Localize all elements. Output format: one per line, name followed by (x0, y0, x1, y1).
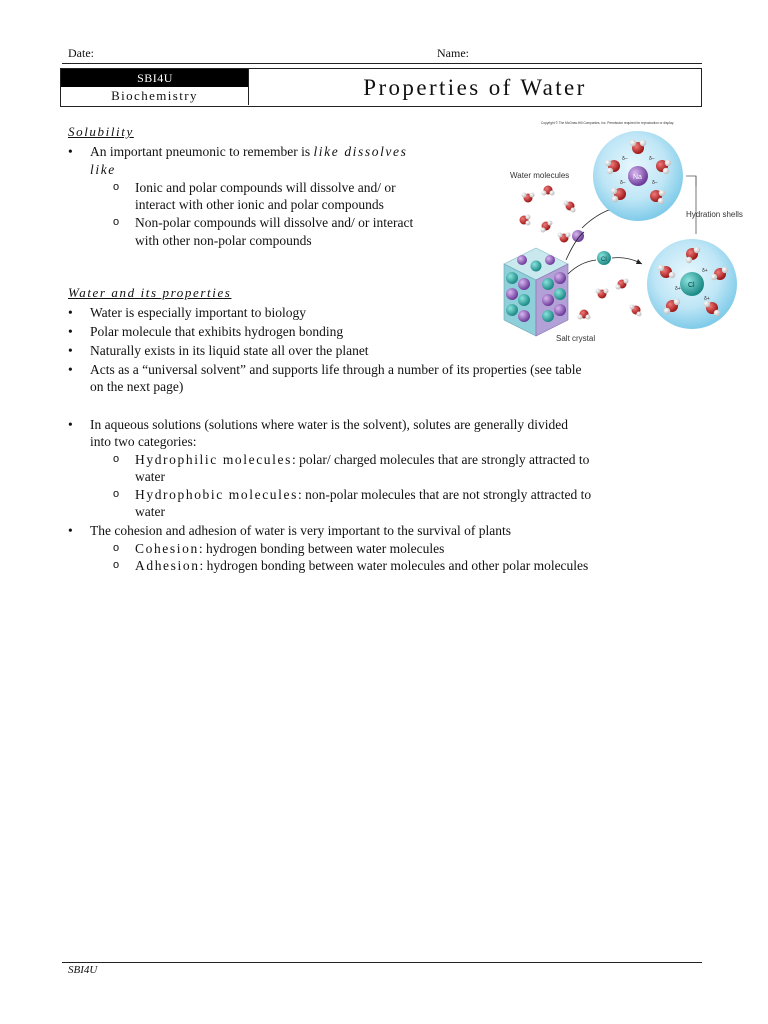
partial-charge: δ+ (704, 296, 710, 302)
bullet-text: In aqueous solutions (solutions where water is the solvent), solutes are generally divided (90, 417, 569, 432)
salt-crystal-label: Salt crystal (556, 334, 596, 343)
bullet-glyph: • (68, 362, 73, 377)
bullet-glyph: • (68, 305, 73, 320)
arrow-icon (582, 208, 614, 228)
definition-text: water (135, 504, 165, 519)
partial-charge: δ– (649, 156, 655, 162)
bullet-glyph: • (68, 343, 73, 358)
sub-bullet-glyph: o (113, 216, 120, 228)
hydration-shells-label: Hydration shells (686, 210, 743, 219)
salt-crystal-illustration (504, 248, 568, 336)
sub-item-text: Ionic and polar compounds will dissolve and/ or (135, 180, 396, 195)
term-hydrophobic: Hydrophobic molecules (135, 487, 298, 502)
chloride-symbol: Cl (601, 257, 607, 263)
sub-item-text: Non-polar compounds will dissolve and/ or interact (135, 215, 414, 230)
sub-item-text: interact with other ionic and polar compounds (135, 197, 384, 212)
course-code: SBI4U (61, 69, 249, 87)
partial-charge: δ+ (675, 286, 681, 292)
bullet-glyph: • (68, 144, 73, 159)
partial-charge: δ+ (702, 268, 708, 274)
name-label: Name: (437, 46, 469, 60)
water-properties-heading: Water and its properties (68, 285, 232, 300)
bullet-text: into two categories: (90, 434, 197, 449)
sub-item-text: with other non-polar compounds (135, 233, 312, 248)
sub-bullet-glyph: o (113, 559, 120, 571)
partial-charge: δ– (622, 156, 628, 162)
bullet-text: Water is especially important to biology (90, 305, 306, 320)
course-name: Biochemistry (61, 87, 249, 105)
sodium-ion (572, 230, 584, 242)
bullet-text: Acts as a “universal solvent” and supports life through a number of its properties (see table (90, 362, 582, 377)
definition-text: : non-polar molecules that are not strongly attracted to (297, 487, 592, 502)
chloride-symbol: Cl (688, 282, 695, 289)
course-title-box (60, 68, 702, 107)
emphasis-text: like (90, 162, 116, 177)
definition-text: water (135, 469, 165, 484)
bullet-text: The cohesion and adhesion of water is very important to the survival of plants (90, 523, 512, 538)
partial-charge: δ– (652, 180, 658, 186)
figure-copyright: Copyright © The McGraw-Hill Companies, Inc. Permission required for reproduction or display. (541, 121, 674, 125)
callout-line (686, 176, 696, 234)
term-hydrophilic: Hydrophilic molecules (135, 452, 292, 467)
bullet-text: Naturally exists in its liquid state all over the planet (90, 343, 369, 358)
page-title: Properties of Water (363, 75, 587, 100)
footer-course-code: SBI4U (68, 964, 98, 976)
bullet-text: An important pneumonic to remember is (90, 144, 314, 159)
emphasis-text: like dissolves (313, 144, 408, 159)
sub-bullet-glyph: o (113, 453, 120, 465)
bullet-text: on the next page) (90, 379, 184, 394)
term-cohesion: Cohesion (135, 541, 199, 556)
bullet-glyph: • (68, 523, 73, 538)
sub-bullet-glyph: o (113, 542, 120, 554)
definition-text: : hydrogen bonding between water molecules and other polar molecules (199, 558, 589, 573)
definition-text: : polar/ charged molecules that are strongly attracted to (291, 452, 590, 467)
footer-rule (62, 962, 702, 963)
sub-bullet-glyph: o (113, 181, 120, 193)
date-label: Date: (68, 46, 94, 60)
partial-charge: δ– (620, 180, 626, 186)
definition-text: : hydrogen bonding between water molecules (198, 541, 445, 556)
sodium-symbol: Na (633, 174, 642, 181)
header-rule (62, 63, 702, 64)
solubility-heading: Solubility (68, 124, 134, 139)
arrow-icon (568, 260, 596, 274)
water-molecules-label: Water molecules (510, 171, 570, 180)
term-adhesion: Adhesion (135, 558, 200, 573)
hydration-figure (496, 114, 746, 354)
bullet-text: Polar molecule that exhibits hydrogen bonding (90, 324, 344, 339)
sub-bullet-glyph: o (113, 488, 120, 500)
bullet-glyph: • (68, 324, 73, 339)
bullet-glyph: • (68, 417, 73, 432)
